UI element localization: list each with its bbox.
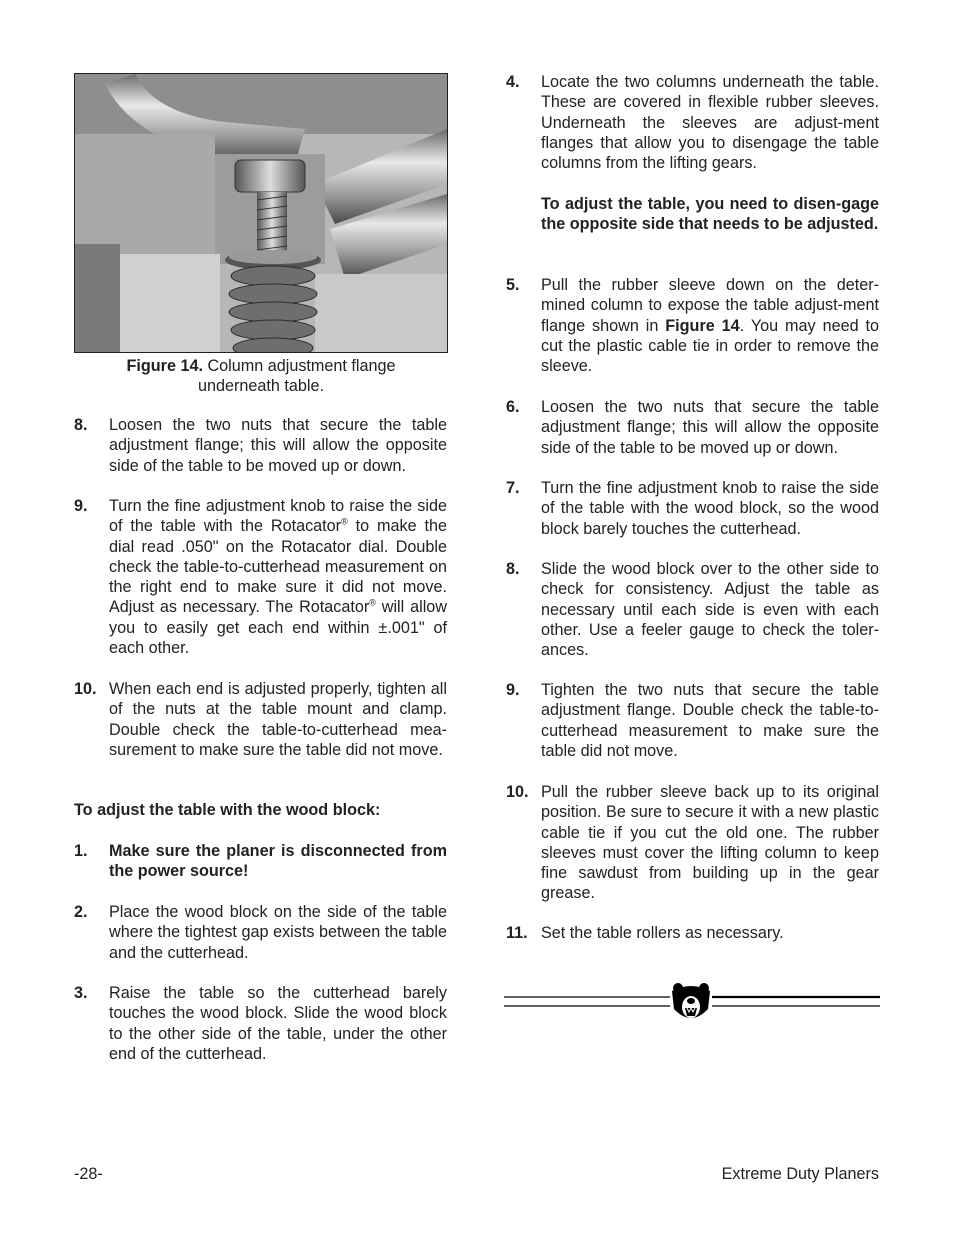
step-text-part: Pull the rubber sleeve down on the deter-mined column to expose the table adjust-ment flange shown in	[541, 276, 879, 335]
step-text-part: will allow you to easily get each end within ±.001" of each other.	[109, 598, 447, 658]
bear-logo-icon	[672, 983, 710, 1018]
step-text	[109, 496, 447, 658]
column-flange-illustration	[75, 74, 447, 352]
step-number: 7.	[506, 479, 520, 497]
step-number: 1.	[74, 842, 88, 860]
step-text: Loosen the two nuts that secure the table adjustment flange; this will allow the opposite side of the table to be moved up or down.	[541, 398, 879, 457]
list-item	[506, 72, 879, 173]
step-number: 10.	[506, 783, 529, 801]
list-item	[506, 782, 879, 904]
step-number: 6.	[506, 398, 520, 416]
note-text: To adjust the table, you need to disen-gage the opposite side that needs to be adjusted.	[541, 195, 879, 234]
warning-text: Make sure the planer is disconnected from the power source!	[109, 842, 447, 881]
figure-label: Figure 14.	[126, 357, 203, 375]
step-number: 11.	[506, 924, 528, 942]
step-text-part: Turn the fine adjustment knob to raise the side of the table with the Rotacator	[109, 497, 447, 536]
figure-caption-line2: underneath table.	[197, 377, 324, 395]
list-item	[506, 559, 879, 660]
section-heading: To adjust the table with the wood block:	[74, 801, 381, 819]
step-text: Pull the rubber sleeve back up to its original position. Be sure to secure it with a new plastic cable tie if you cut the old one. The rubber sleeves must cover the lifting column to keep fine sawdust from building up in the gear grease.	[541, 783, 879, 903]
step-number: 2.	[74, 903, 88, 921]
step-number: 5.	[506, 276, 520, 294]
list-item	[74, 902, 447, 963]
list-item	[506, 275, 879, 376]
step-text	[541, 275, 879, 376]
note-indent	[506, 194, 541, 235]
section-divider	[504, 983, 882, 1023]
step-number: 9.	[74, 497, 88, 515]
figure-caption-line1: Column adjustment flange	[207, 357, 396, 375]
step-number: 8.	[506, 560, 520, 578]
step-number: 9.	[506, 681, 520, 699]
step-text: Locate the two columns underneath the table. These are covered in flexible rubber sleeves. Underneath the sleeves are adjust-ment flanges that allow you to disengage the table columns from the lifting gears.	[541, 73, 879, 173]
step-text: Place the wood block on the side of the table where the tightest gap exists between the table and the cutterhead.	[109, 903, 447, 962]
list-item	[506, 397, 879, 458]
list-item	[74, 983, 447, 1064]
step-text: Raise the table so the cutterhead barely touches the wood block. Slide the wood block to the other side of the table, under the other end of the cutterhead.	[109, 984, 447, 1063]
step-number: 4.	[506, 73, 520, 91]
list-item	[506, 680, 879, 761]
step-text: Turn the fine adjustment knob to raise the side of the table with the wood block, so the wood block barely touches the cutterhead.	[541, 479, 879, 538]
list-item	[506, 478, 879, 539]
list-item	[74, 496, 447, 658]
registered-mark: ®	[341, 516, 348, 527]
step-number: 3.	[74, 984, 88, 1002]
step-text: Tighten the two nuts that secure the table adjustment flange. Double check the table-to-cutterhead measurement to make sure the table did not move.	[541, 681, 879, 760]
step-text-part: to make the dial read .050" on the Rotacator dial. Double check the table-to-cutterhead measurement on the right end to make sure it did not move. Adjust as necessary. The Rotacator	[109, 517, 447, 617]
list-item	[74, 679, 447, 760]
bear-logo-divider	[504, 983, 882, 1023]
page-number: -28-	[74, 1165, 103, 1183]
list-item	[74, 841, 447, 882]
step-text-part: . You may need to cut the plastic cable tie in order to remove the sleeve.	[541, 316, 879, 376]
step-text: When each end is adjusted properly, tighten all of the nuts at the table mount and clamp. Double check the table-to-cutterhead mea-surement to make sure the table did not move.	[109, 680, 447, 759]
step-text: Slide the wood block over to the other side to check for consistency. Adjust the table as necessary until each side is even with each other. Use a feeler gauge to check the toler-ances.	[541, 560, 879, 660]
step-number: 8.	[74, 416, 88, 434]
manual-title: Extreme Duty Planers	[721, 1165, 879, 1183]
registered-mark: ®	[369, 598, 376, 609]
note-block	[506, 194, 879, 235]
step-number: 10.	[74, 680, 97, 698]
figure-caption	[74, 356, 448, 396]
list-item	[506, 923, 879, 943]
step-text: Loosen the two nuts that secure the table adjustment flange; this will allow the opposite side of the table to be moved up or down.	[109, 416, 447, 475]
figure-reference: Figure 14	[665, 316, 740, 335]
figure-14-photo	[74, 73, 448, 353]
step-text: Set the table rollers as necessary.	[541, 924, 784, 942]
list-item	[74, 415, 447, 476]
